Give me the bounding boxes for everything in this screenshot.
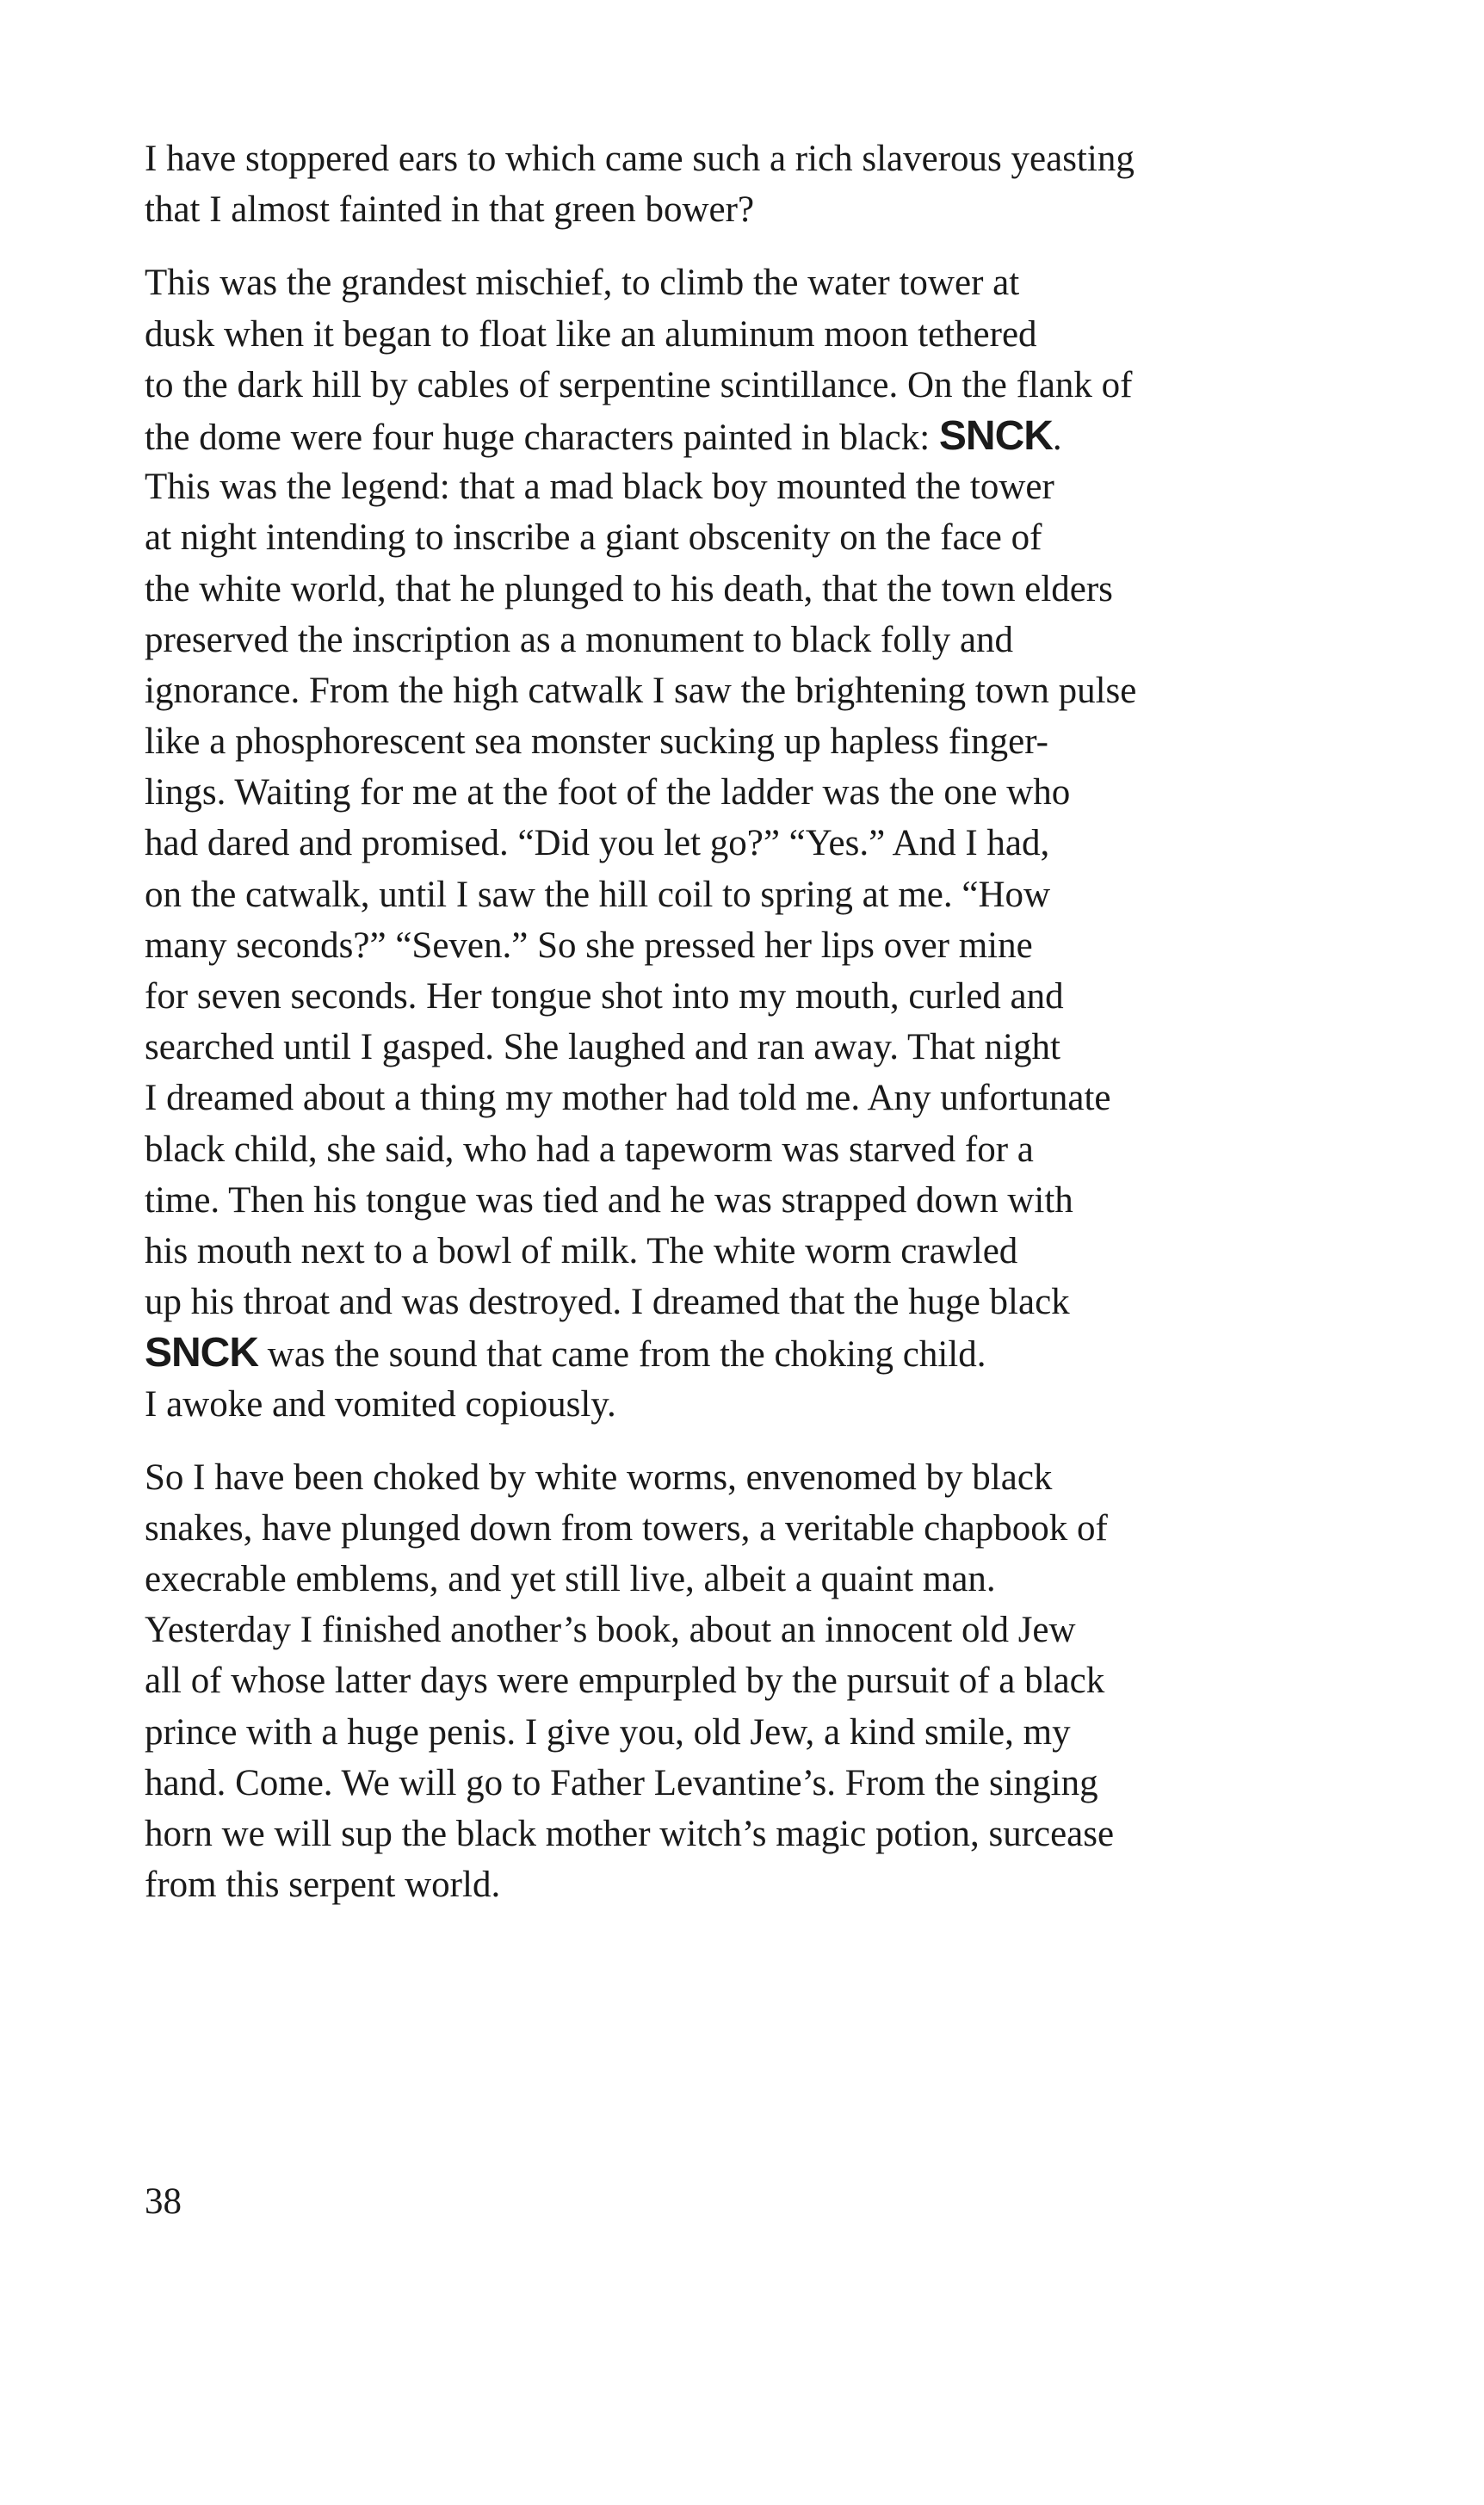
text-segment: . [1052,417,1062,458]
text-line: hand. Come. We will go to Father Levantine’s. From the singing [145,1762,1098,1803]
text-line: had dared and promised. “Did you let go?” “Yes.” And I had, [145,823,1050,864]
text-line: like a phosphorescent sea monster sucking up hapless finger- [145,721,1048,763]
text-line: the white world, that he plunged to his death, that the town elders [145,568,1113,609]
painted-characters: SNCK [938,412,1053,459]
text-line: from this serpent world. [145,1865,501,1906]
page-number: 38 [145,2181,182,2222]
text-line: to the dark hill by cables of serpentine scintillance. On the flank of [145,364,1133,405]
text-line: that I almost fainted in that green bower? [145,189,755,231]
text-line: I dreamed about a thing my mother had told me. Any unfortunate [145,1078,1111,1119]
painted-characters: SNCK [145,1330,259,1376]
text-line: many seconds?” “Seven.” So she pressed her lips over mine [145,925,1033,966]
text-line: prince with a huge penis. I give you, old Jew, a kind smile, my [145,1711,1071,1753]
text-line: This was the legend: that a mad black boy mounted the tower [145,467,1054,508]
text-segment: the dome were four huge characters painted in black: [145,417,939,458]
text-line: execrable emblems, and yet still live, albeit a quaint man. [145,1559,996,1600]
text-line: searched until I gasped. She laughed and ran away. That night [145,1027,1060,1068]
text-segment: was the sound that came from the choking child. [258,1334,986,1376]
text-line: for seven seconds. Her tongue shot into my mouth, curled and [145,976,1064,1017]
text-line: This was the grandest mischief, to climb the water tower at [145,263,1020,304]
text-line: up his throat and was destroyed. I dreamed that the huge black [145,1282,1070,1323]
text-line: lings. Waiting for me at the foot of the ladder was the one who [145,772,1071,813]
text-line [145,411,1350,461]
text-line [145,1327,1350,1378]
text-line: on the catwalk, until I saw the hill coil to spring at me. “How [145,874,1051,915]
paragraph-1 [145,133,1350,235]
text-line: preserved the inscription as a monument to black folly and [145,619,1014,660]
paragraph-2 [145,257,1350,1429]
text-line: So I have been choked by white worms, envenomed by black [145,1457,1053,1498]
text-line: at night intending to inscribe a giant obscenity on the face of [145,517,1042,559]
text-column [145,133,1350,1910]
text-line: horn we will sup the black mother witch’s magic potion, surcease [145,1814,1115,1854]
text-line: I awoke and vomited copiously. [145,1383,616,1425]
paragraph-3 [145,1452,1350,1911]
text-line: black child, she said, who had a tapeworm was starved for a [145,1129,1034,1170]
text-line: ignorance. From the high catwalk I saw the brightening town pulse [145,670,1137,711]
text-line: dusk when it began to float like an aluminum moon tethered [145,313,1037,355]
page-body [145,133,1350,1910]
text-line: his mouth next to a bowl of milk. The white worm crawled [145,1230,1018,1271]
text-line: I have stoppered ears to which came such a rich slaverous yeasting [145,139,1135,179]
text-line: Yesterday I finished another’s book, about an innocent old Jew [145,1610,1076,1651]
text-line: snakes, have plunged down from towers, a veritable chapbook of [145,1507,1108,1549]
text-line: all of whose latter days were empurpled by the pursuit of a black [145,1661,1105,1702]
text-line: time. Then his tongue was tied and he was strapped down with [145,1179,1073,1221]
